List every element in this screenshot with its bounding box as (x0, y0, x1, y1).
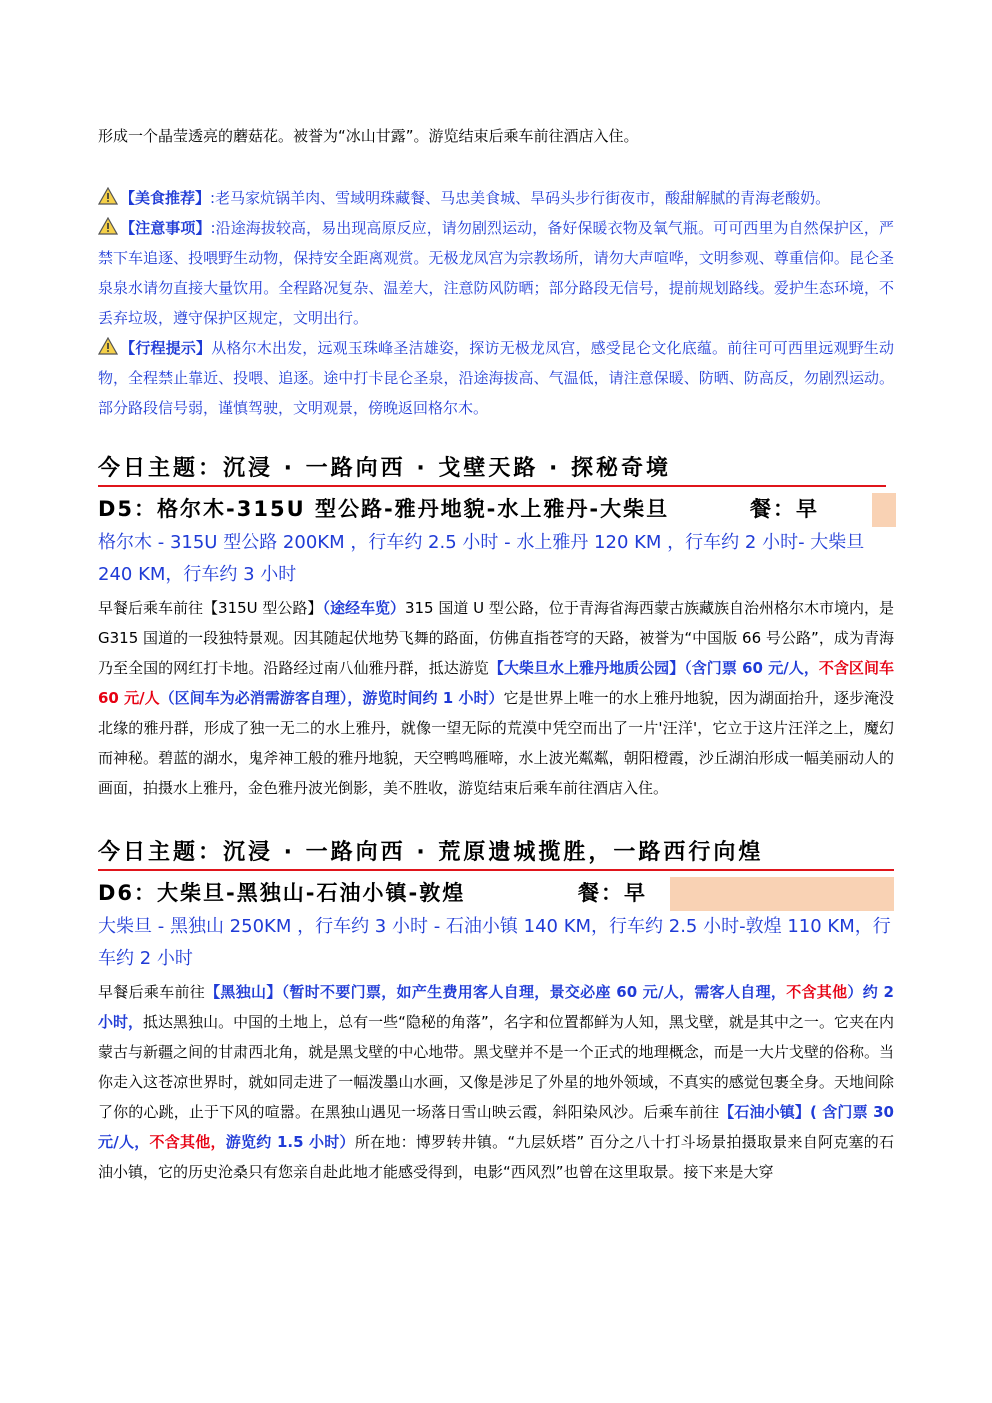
day6-section (98, 837, 894, 1187)
day5-meal-highlight (872, 493, 896, 527)
day5-theme: 今日主题：沉浸 · 一路向西 · 戈壁天路 · 探秘奇境 (98, 456, 672, 481)
day5-desc-highlight: （区间车为必消需游客自理），游览时间约 1 小时） (159, 689, 504, 707)
warning-icon (98, 217, 118, 235)
day5-description (98, 593, 894, 803)
day5-desc-warning: 不含区间车 60 元/人 (98, 659, 894, 707)
day5-theme-divider (98, 485, 886, 487)
day6-desc-text: 早餐后乘车前往 (98, 983, 206, 1001)
day6-desc-warning: 不含其他， (149, 1133, 226, 1151)
day5-desc-text: 早餐后乘车前往【315U 型公路】 (98, 599, 323, 617)
tips-section (98, 183, 894, 423)
tip-itinerary-text: 从格尔木出发，远观玉珠峰圣洁雄姿，探访无极龙凤宫，感受昆仑文化底蕴。前往可可西里远观野生动物，全程禁止靠近、投喂、追逐。途中打卡昆仑圣泉，沿途海拔高、气温低，请注意保暖、防晒、防高反，勿剧烈运动。部分路段信号弱，谨慎驾驶，文明观景，傍晚返回格尔木。 (98, 339, 894, 417)
document-page (98, 0, 894, 1187)
tip-food (98, 183, 894, 213)
day6-desc-highlight: ）约 2 小时， (98, 983, 894, 1031)
day5-route: 格尔木 - 315U 型公路 200KM ，行车约 2.5 小时 - 水上雅丹 120 KM ，行车约 2 小时- 大柴旦 240 KM，行车约 3 小时 (98, 532, 865, 585)
day5-desc-highlight: 【大柴旦水上雅丹地质公园】（含门票 60 元/人， (488, 659, 819, 677)
day6-desc-text: 所在地：博罗转井镇。“九层妖塔” 百分之八十打斗场景拍摄取景来自阿克塞的石油小镇，它的历史沧桑只有您亲自赴此地才能感受得到，电影“西风烈”也曾在这里取景。接下来是大穿 (98, 1133, 894, 1181)
day6-route: 大柴旦 - 黑独山 250KM ，行车约 3 小时 - 石油小镇 140 KM，行车约 2.5 小时-敦煌 110 KM，行车约 2 小时 (98, 916, 891, 969)
warning-icon (98, 337, 118, 355)
tip-notice-text: :沿途海拔较高，易出现高原反应，请勿剧烈运动，备好保暖衣物及氧气瓶。可可西里为自然保护区，严禁下车追逐、投喂野生动物，保持安全距离观赏。无极龙凤宫为宗教场所，请勿大声喧哗，文明参观、尊重信仰。昆仑圣泉泉水请勿直接大量饮用。全程路况复杂、温差大，注意防风防晒；部分路段无信号，提前规划路线。爱护生态环境，不丢弃垃圾，遵守保护区规定，文明出行。 (98, 219, 894, 327)
day5-desc-text: 它是世界上唯一的水上雅丹地貌，因为湖面抬升，逐步淹没北缘的雅丹群，形成了独一无二的水上雅丹，就像一望无际的荒漠中凭空而出了一片'汪洋'，它立于这片汪洋之上，魔幻而神秘。碧蓝的湖水，鬼斧神工般的雅丹地貌，天空鸭鸣雁啼，水上波光粼粼，朝阳橙霞，沙丘湖泊形成一幅美丽动人的画面，拍摄水上雅丹，金色雅丹波光倒影，美不胜收，游览结束后乘车前往酒店入住。 (98, 689, 894, 797)
day5-desc-text: 315 国道 U 型公路，位于青海省海西蒙古族藏族自治州格尔木市境内，是 G315 国道的一段独特景观。因其随起伏地势飞舞的路面，仿佛直指苍穹的天路，被誉为“中国版 66 号公路”，成为青海乃至全国的网红打卡地。沿路经过南八仙雅丹群，抵达游览 (98, 599, 894, 677)
day6-desc-text: 抵达黑独山。中国的土地上，总有一些“隐秘的角落”，名字和位置都鲜为人知，黑戈壁，就是其中之一。它夹在内蒙古与新疆之间的甘肃西北角，就是黑戈壁的中心地带。黑戈壁并不是一个正式的地理概念，而是一大片戈壁的俗称。当你走入这苍凉世界时，就如同走进了一幅泼墨山水画，又像是涉足了外星的地外领域，不真实的感觉包裹全身。天地间除了你的心跳，止于下风的喧嚣。在黑独山遇见一场落日雪山映云霞，斜阳染风沙。后乘车前往 (98, 1013, 894, 1121)
day5-title-row (98, 493, 894, 525)
tip-food-label: 【美食推荐】 (120, 189, 211, 207)
day6-theme: 今日主题：沉浸 · 一路向西 · 荒原遗城揽胜，一路西行向煌 (98, 840, 764, 865)
day6-desc-warning: 不含其他 (786, 983, 848, 1001)
day6-desc-highlight: 【黑独山】（暂时不要门票，如产生费用客人自理，景交必座 60 元/人，需客人自理， (205, 983, 787, 1001)
day6-desc-highlight: 游览约 1.5 小时） (225, 1133, 355, 1151)
day6-theme-divider (98, 869, 894, 871)
day5-desc-highlight: （途经车览） (322, 599, 405, 617)
day5-meal: 餐：早 (750, 497, 819, 521)
day5-section (98, 453, 894, 803)
day6-description (98, 977, 894, 1187)
tip-notice (98, 213, 894, 333)
day6-title: D6：大柴旦-黑独山-石油小镇-敦煌 (98, 881, 466, 905)
tip-notice-label: 【注意事项】 (120, 219, 211, 237)
day6-title-row (98, 877, 894, 909)
warning-icon (98, 187, 118, 205)
top-paragraph: 形成一个晶莹透亮的蘑菇花。被誉为“冰山甘露”。游览结束后乘车前往酒店入住。 (98, 127, 639, 145)
tip-itinerary-label: 【行程提示】 (120, 339, 212, 357)
day6-meal-highlight (670, 877, 894, 911)
day6-desc-highlight: 【石油小镇】( 含门票 30 元/人， (98, 1103, 894, 1151)
tip-itinerary (98, 333, 894, 423)
day5-title: D5：格尔木-315U 型公路-雅丹地貌-水上雅丹-大柴旦 (98, 497, 670, 521)
day6-meal: 餐：早 (578, 881, 647, 905)
tip-food-text: :老马家炕锅羊肉、雪域明珠藏餐、马忠美食城、旱码头步行街夜市，酸甜解腻的青海老酸奶。 (210, 189, 831, 207)
